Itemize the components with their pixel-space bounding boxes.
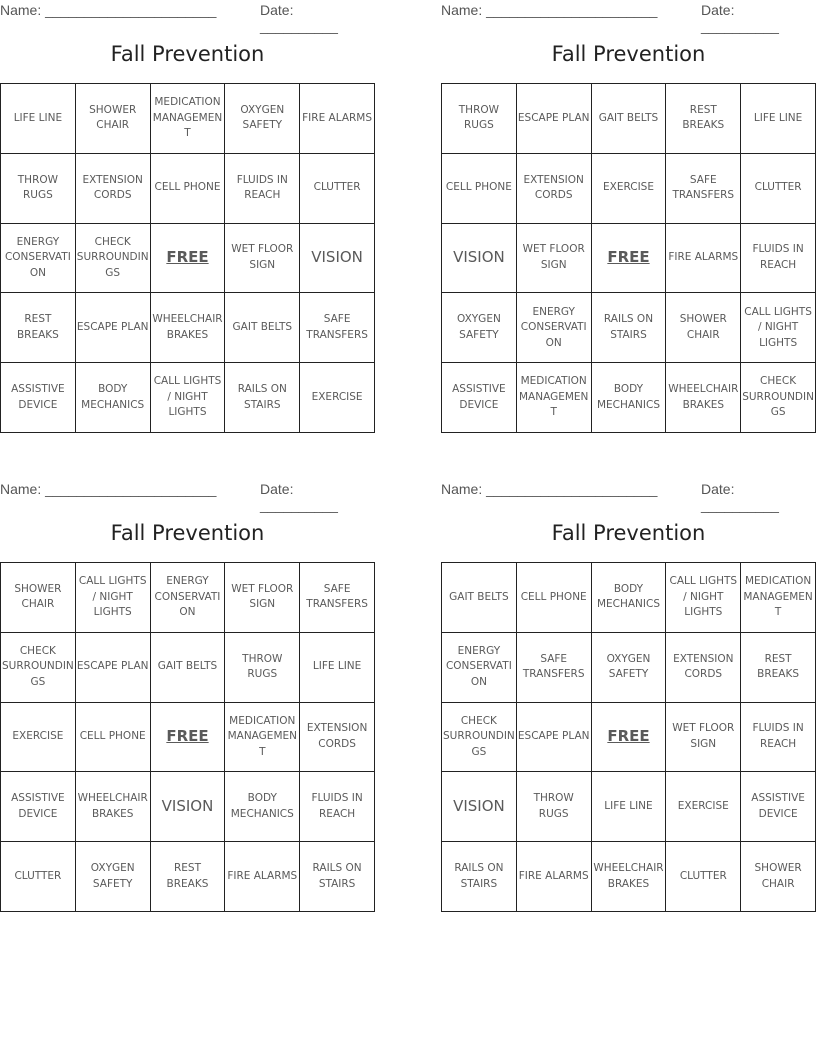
bingo-grid xyxy=(441,562,816,912)
bingo-card xyxy=(0,479,375,890)
bingo-cell: BODY MECHANICS xyxy=(76,363,151,433)
bingo-cell: FIRE ALARMS xyxy=(300,84,375,154)
bingo-cell: ESCAPE PLAN xyxy=(517,84,592,154)
bingo-cell: ESCAPE PLAN xyxy=(517,703,592,773)
bingo-cell: VISION xyxy=(442,224,517,294)
free-space-cell: FREE xyxy=(592,224,667,294)
name-field: Name: ______________________ xyxy=(441,481,658,497)
bingo-cell: CLUTTER xyxy=(666,842,741,912)
bingo-cell: GAIT BELTS xyxy=(225,293,300,363)
bingo-card xyxy=(441,0,816,419)
bingo-cell: FIRE ALARMS xyxy=(666,224,741,294)
bingo-cell: WET FLOOR SIGN xyxy=(225,224,300,294)
bingo-cell: REST BREAKS xyxy=(666,84,741,154)
bingo-cell: BODY MECHANICS xyxy=(592,563,667,633)
bingo-cell: MEDICATION MANAGEMENT xyxy=(151,84,226,154)
bingo-cell: EXTENSION CORDS xyxy=(300,703,375,773)
bingo-cell: FLUIDS IN REACH xyxy=(741,703,816,773)
card-header xyxy=(441,479,816,513)
bingo-cell: OXYGEN SAFETY xyxy=(442,293,517,363)
bingo-cell: CHECK SURROUNDINGS xyxy=(442,703,517,773)
bingo-cell: THROW RUGS xyxy=(1,154,76,224)
bingo-cell: REST BREAKS xyxy=(1,293,76,363)
bingo-cell: WET FLOOR SIGN xyxy=(225,563,300,633)
name-field: Name: ______________________ xyxy=(441,2,658,18)
bingo-cell: FLUIDS IN REACH xyxy=(300,772,375,842)
card-title: Fall Prevention xyxy=(110,42,265,66)
bingo-cell: LIFE LINE xyxy=(300,633,375,703)
bingo-cell: OXYGEN SAFETY xyxy=(592,633,667,703)
bingo-cell: EXERCISE xyxy=(666,772,741,842)
bingo-cell: BODY MECHANICS xyxy=(225,772,300,842)
bingo-cell: SAFE TRANSFERS xyxy=(517,633,592,703)
bingo-cell: ASSISTIVE DEVICE xyxy=(442,363,517,433)
bingo-cell: ENERGY CONSERVATION xyxy=(517,293,592,363)
bingo-cell: CLUTTER xyxy=(300,154,375,224)
bingo-cell: CHECK SURROUNDINGS xyxy=(741,363,816,433)
bingo-cell: RAILS ON STAIRS xyxy=(442,842,517,912)
bingo-cell: THROW RUGS xyxy=(517,772,592,842)
bingo-cell: ASSISTIVE DEVICE xyxy=(1,363,76,433)
bingo-cell: SHOWER CHAIR xyxy=(741,842,816,912)
date-field: Date: __________ xyxy=(701,2,779,34)
bingo-cell: GAIT BELTS xyxy=(151,633,226,703)
bingo-cell: GAIT BELTS xyxy=(442,563,517,633)
bingo-cell: EXTENSION CORDS xyxy=(666,633,741,703)
bingo-cell: ESCAPE PLAN xyxy=(76,633,151,703)
bingo-cell: BODY MECHANICS xyxy=(592,363,667,433)
bingo-card xyxy=(0,0,375,419)
bingo-grid xyxy=(0,83,375,433)
name-field: Name: ______________________ xyxy=(0,481,217,497)
bingo-grid xyxy=(0,562,375,912)
name-field: Name: ______________________ xyxy=(0,2,217,18)
bingo-cell: SAFE TRANSFERS xyxy=(300,563,375,633)
bingo-cell: RAILS ON STAIRS xyxy=(225,363,300,433)
bingo-cell: THROW RUGS xyxy=(225,633,300,703)
free-space-cell: FREE xyxy=(151,224,226,294)
card-title: Fall Prevention xyxy=(551,42,706,66)
bingo-cell: ENERGY CONSERVATION xyxy=(1,224,76,294)
bingo-cell: VISION xyxy=(151,772,226,842)
bingo-cell: GAIT BELTS xyxy=(592,84,667,154)
bingo-cell: ENERGY CONSERVATION xyxy=(442,633,517,703)
bingo-cell: EXTENSION CORDS xyxy=(76,154,151,224)
bingo-cell: EXERCISE xyxy=(592,154,667,224)
bingo-cell: CALL LIGHTS / NIGHT LIGHTS xyxy=(666,563,741,633)
bingo-cell: CELL PHONE xyxy=(76,703,151,773)
bingo-cell: VISION xyxy=(442,772,517,842)
bingo-cell: FIRE ALARMS xyxy=(225,842,300,912)
bingo-cell: THROW RUGS xyxy=(442,84,517,154)
bingo-cell: MEDICATION MANAGEMENT xyxy=(517,363,592,433)
card-title: Fall Prevention xyxy=(110,521,265,545)
bingo-cell: FLUIDS IN REACH xyxy=(741,224,816,294)
bingo-cell: WHEELCHAIR BRAKES xyxy=(76,772,151,842)
bingo-cell: FIRE ALARMS xyxy=(517,842,592,912)
bingo-cell: CHECK SURROUNDINGS xyxy=(76,224,151,294)
bingo-cell: WHEELCHAIR BRAKES xyxy=(666,363,741,433)
bingo-cell: CLUTTER xyxy=(741,154,816,224)
bingo-cell: WET FLOOR SIGN xyxy=(517,224,592,294)
bingo-cell: WHEELCHAIR BRAKES xyxy=(592,842,667,912)
bingo-cell: EXTENSION CORDS xyxy=(517,154,592,224)
bingo-cell: SHOWER CHAIR xyxy=(666,293,741,363)
bingo-cell: MEDICATION MANAGEMENT xyxy=(741,563,816,633)
bingo-cell: CHECK SURROUNDINGS xyxy=(1,633,76,703)
card-title: Fall Prevention xyxy=(551,521,706,545)
bingo-cell: ENERGY CONSERVATION xyxy=(151,563,226,633)
bingo-cell: CALL LIGHTS / NIGHT LIGHTS xyxy=(76,563,151,633)
free-space-cell: FREE xyxy=(151,703,226,773)
bingo-cell: SHOWER CHAIR xyxy=(1,563,76,633)
bingo-cell: ESCAPE PLAN xyxy=(76,293,151,363)
bingo-cell: LIFE LINE xyxy=(1,84,76,154)
date-field: Date: __________ xyxy=(260,2,338,34)
bingo-cell: MEDICATION MANAGEMENT xyxy=(225,703,300,773)
bingo-cell: WHEELCHAIR BRAKES xyxy=(151,293,226,363)
bingo-cell: SAFE TRANSFERS xyxy=(300,293,375,363)
bingo-cell: OXYGEN SAFETY xyxy=(76,842,151,912)
bingo-cell: CELL PHONE xyxy=(517,563,592,633)
bingo-cell: RAILS ON STAIRS xyxy=(592,293,667,363)
bingo-cell: RAILS ON STAIRS xyxy=(300,842,375,912)
bingo-cell: OXYGEN SAFETY xyxy=(225,84,300,154)
bingo-cell: SHOWER CHAIR xyxy=(76,84,151,154)
bingo-cell: LIFE LINE xyxy=(741,84,816,154)
free-space-cell: FREE xyxy=(592,703,667,773)
bingo-cell: EXERCISE xyxy=(1,703,76,773)
date-field: Date: __________ xyxy=(260,481,338,513)
card-header xyxy=(0,479,375,513)
bingo-cell: ASSISTIVE DEVICE xyxy=(1,772,76,842)
bingo-cell: FLUIDS IN REACH xyxy=(225,154,300,224)
bingo-cell: REST BREAKS xyxy=(741,633,816,703)
bingo-cell: CALL LIGHTS / NIGHT LIGHTS xyxy=(741,293,816,363)
card-header xyxy=(441,0,816,34)
bingo-cell: CALL LIGHTS / NIGHT LIGHTS xyxy=(151,363,226,433)
bingo-cell: VISION xyxy=(300,224,375,294)
bingo-cell: REST BREAKS xyxy=(151,842,226,912)
bingo-cell: CLUTTER xyxy=(1,842,76,912)
bingo-cell: CELL PHONE xyxy=(151,154,226,224)
bingo-cell: SAFE TRANSFERS xyxy=(666,154,741,224)
bingo-grid xyxy=(441,83,816,433)
bingo-card xyxy=(441,479,816,890)
date-field: Date: __________ xyxy=(701,481,779,513)
bingo-cell: CELL PHONE xyxy=(442,154,517,224)
bingo-cell: ASSISTIVE DEVICE xyxy=(741,772,816,842)
bingo-cell: WET FLOOR SIGN xyxy=(666,703,741,773)
bingo-cell: EXERCISE xyxy=(300,363,375,433)
card-header xyxy=(0,0,375,34)
bingo-cell: LIFE LINE xyxy=(592,772,667,842)
